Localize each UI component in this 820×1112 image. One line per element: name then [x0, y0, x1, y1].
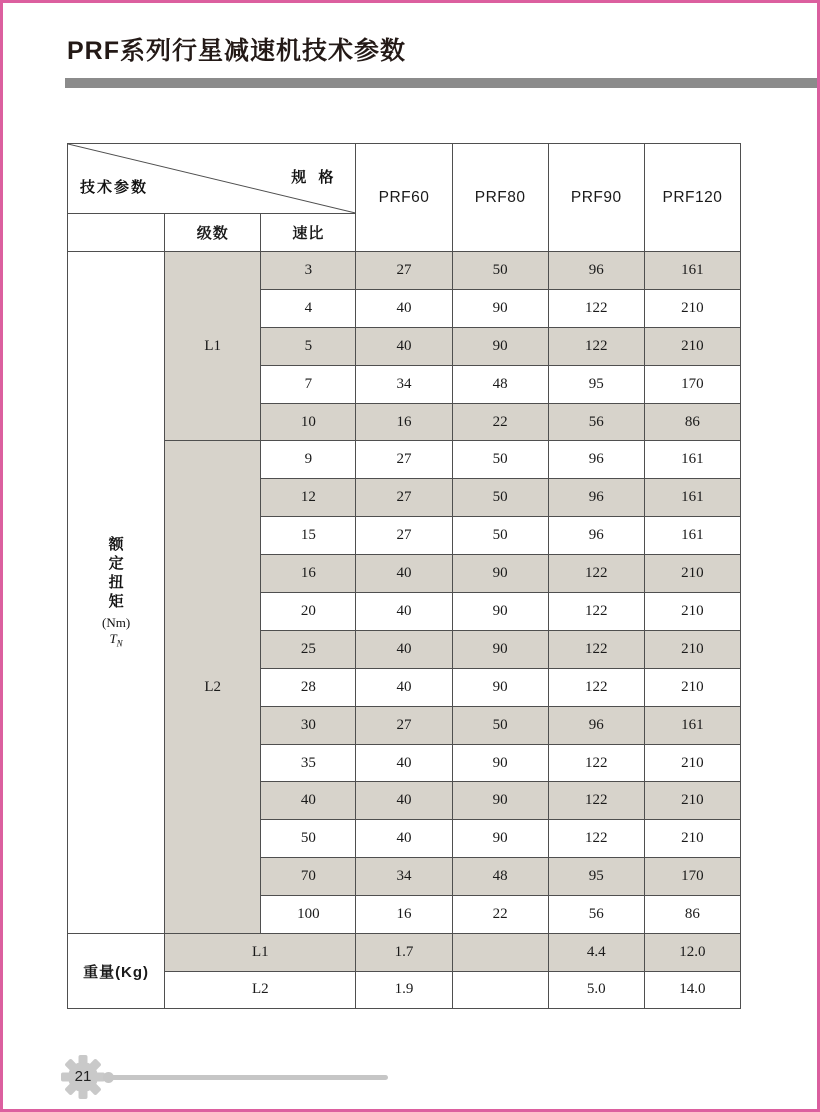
col-header-prf120: PRF120: [644, 144, 740, 252]
ratio-cell: 100: [261, 896, 356, 934]
value-cell-prf90: 122: [548, 782, 644, 820]
value-cell-prf90: 96: [548, 441, 644, 479]
table-row: [68, 441, 741, 479]
value-cell-prf60: 40: [356, 289, 452, 327]
value-cell-prf120: 170: [644, 365, 740, 403]
value-cell-prf60: 27: [356, 252, 452, 290]
value-cell-prf80: 50: [452, 441, 548, 479]
value-cell-prf90: 122: [548, 555, 644, 593]
weight-value-cell-prf120: 14.0: [644, 971, 740, 1009]
value-cell-prf60: 16: [356, 896, 452, 934]
weight-value-cell-prf80: [452, 934, 548, 972]
value-cell-prf90: 95: [548, 365, 644, 403]
page-title: PRF系列行星减速机技术参数: [67, 37, 407, 65]
ratio-cell: 30: [261, 706, 356, 744]
value-cell-prf90: 96: [548, 706, 644, 744]
value-cell-prf80: 90: [452, 744, 548, 782]
value-cell-prf120: 161: [644, 252, 740, 290]
torque-symbol: $T_N$: [109, 631, 123, 649]
value-cell-prf120: 161: [644, 479, 740, 517]
value-cell-prf120: 210: [644, 593, 740, 631]
value-cell-prf120: 210: [644, 555, 740, 593]
value-cell-prf80: 90: [452, 593, 548, 631]
value-cell-prf80: 90: [452, 820, 548, 858]
value-cell-prf80: 22: [452, 403, 548, 441]
torque-label-stack: [102, 536, 130, 649]
value-cell-prf90: 122: [548, 630, 644, 668]
value-cell-prf60: 34: [356, 365, 452, 403]
spec-table: [67, 143, 741, 1009]
ratio-cell: 4: [261, 289, 356, 327]
weight-value-cell-prf90: 4.4: [548, 934, 644, 972]
ratio-cell: 7: [261, 365, 356, 403]
value-cell-prf80: 48: [452, 365, 548, 403]
value-cell-prf80: 50: [452, 252, 548, 290]
torque-label-char: 额: [108, 537, 124, 554]
value-cell-prf120: 210: [644, 327, 740, 365]
value-cell-prf90: 96: [548, 479, 644, 517]
value-cell-prf90: 95: [548, 858, 644, 896]
weight-stage-cell-l1: L1: [165, 934, 356, 972]
ratio-cell: 40: [261, 782, 356, 820]
subheader-ratio: 速比: [261, 214, 356, 252]
value-cell-prf120: 210: [644, 630, 740, 668]
value-cell-prf120: 210: [644, 668, 740, 706]
value-cell-prf90: 122: [548, 668, 644, 706]
value-cell-prf120: 161: [644, 517, 740, 555]
weight-stage-cell-l2: L2: [165, 971, 356, 1009]
col-header-prf60: PRF60: [356, 144, 452, 252]
value-cell-prf80: 50: [452, 706, 548, 744]
value-cell-prf60: 40: [356, 782, 452, 820]
torque-unit: (Nm): [101, 615, 131, 631]
ratio-cell: 16: [261, 555, 356, 593]
value-cell-prf80: 50: [452, 517, 548, 555]
value-cell-prf80: 90: [452, 630, 548, 668]
table-row: [68, 252, 741, 290]
title-underline-bar: [65, 78, 817, 88]
value-cell-prf80: 50: [452, 479, 548, 517]
value-cell-prf90: 56: [548, 403, 644, 441]
ratio-cell: 12: [261, 479, 356, 517]
weight-value-cell-prf90: 5.0: [548, 971, 644, 1009]
value-cell-prf90: 96: [548, 252, 644, 290]
value-cell-prf120: 210: [644, 289, 740, 327]
torque-label-char: 矩: [108, 594, 124, 611]
value-cell-prf80: 22: [452, 896, 548, 934]
ratio-cell: 10: [261, 403, 356, 441]
ratio-cell: 50: [261, 820, 356, 858]
weight-label: 重量(Kg): [68, 934, 165, 1009]
torque-label: [68, 252, 165, 934]
ratio-cell: 35: [261, 744, 356, 782]
stage-cell-l2: L2: [165, 441, 261, 934]
value-cell-prf90: 122: [548, 744, 644, 782]
ratio-cell: 25: [261, 630, 356, 668]
value-cell-prf60: 40: [356, 668, 452, 706]
value-cell-prf120: 86: [644, 403, 740, 441]
ratio-cell: 20: [261, 593, 356, 631]
value-cell-prf60: 40: [356, 630, 452, 668]
value-cell-prf90: 122: [548, 820, 644, 858]
blank-header-cell: [68, 214, 165, 252]
ratio-cell: 3: [261, 252, 356, 290]
page-number: 21: [74, 1068, 92, 1085]
value-cell-prf120: 86: [644, 896, 740, 934]
value-cell-prf90: 96: [548, 517, 644, 555]
value-cell-prf80: 90: [452, 668, 548, 706]
value-cell-prf90: 122: [548, 593, 644, 631]
value-cell-prf120: 161: [644, 441, 740, 479]
value-cell-prf120: 210: [644, 820, 740, 858]
value-cell-prf80: 90: [452, 289, 548, 327]
value-cell-prf60: 34: [356, 858, 452, 896]
ratio-cell: 70: [261, 858, 356, 896]
value-cell-prf80: 48: [452, 858, 548, 896]
value-cell-prf80: 90: [452, 555, 548, 593]
value-cell-prf60: 16: [356, 403, 452, 441]
value-cell-prf60: 40: [356, 820, 452, 858]
value-cell-prf120: 170: [644, 858, 740, 896]
weight-value-cell-prf60: 1.7: [356, 934, 452, 972]
ratio-cell: 9: [261, 441, 356, 479]
ratio-cell: 15: [261, 517, 356, 555]
weight-value-cell-prf120: 12.0: [644, 934, 740, 972]
table-corner-cell: [68, 144, 356, 214]
torque-label-char: 定: [108, 556, 124, 573]
value-cell-prf60: 40: [356, 744, 452, 782]
value-cell-prf90: 56: [548, 896, 644, 934]
page-footer: [3, 1051, 820, 1103]
value-cell-prf60: 40: [356, 327, 452, 365]
value-cell-prf80: 90: [452, 327, 548, 365]
weight-value-cell-prf80: [452, 971, 548, 1009]
weight-row: [68, 934, 741, 972]
footer-line: [110, 1075, 388, 1080]
subheader-stages: 级数: [165, 214, 261, 252]
weight-row: [68, 971, 741, 1009]
value-cell-prf60: 27: [356, 441, 452, 479]
value-cell-prf90: 122: [548, 289, 644, 327]
corner-label-params: 技术参数: [80, 179, 149, 196]
value-cell-prf80: 90: [452, 782, 548, 820]
value-cell-prf120: 210: [644, 744, 740, 782]
value-cell-prf60: 27: [356, 479, 452, 517]
stage-cell-l1: L1: [165, 252, 261, 441]
value-cell-prf60: 27: [356, 517, 452, 555]
value-cell-prf60: 40: [356, 593, 452, 631]
corner-label-spec: 规 格: [291, 169, 338, 186]
value-cell-prf120: 210: [644, 782, 740, 820]
col-header-prf90: PRF90: [548, 144, 644, 252]
value-cell-prf60: 27: [356, 706, 452, 744]
ratio-cell: 5: [261, 327, 356, 365]
torque-label-char: 扭: [108, 575, 124, 592]
value-cell-prf90: 122: [548, 327, 644, 365]
weight-value-cell-prf60: 1.9: [356, 971, 452, 1009]
value-cell-prf60: 40: [356, 555, 452, 593]
col-header-prf80: PRF80: [452, 144, 548, 252]
ratio-cell: 28: [261, 668, 356, 706]
value-cell-prf120: 161: [644, 706, 740, 744]
